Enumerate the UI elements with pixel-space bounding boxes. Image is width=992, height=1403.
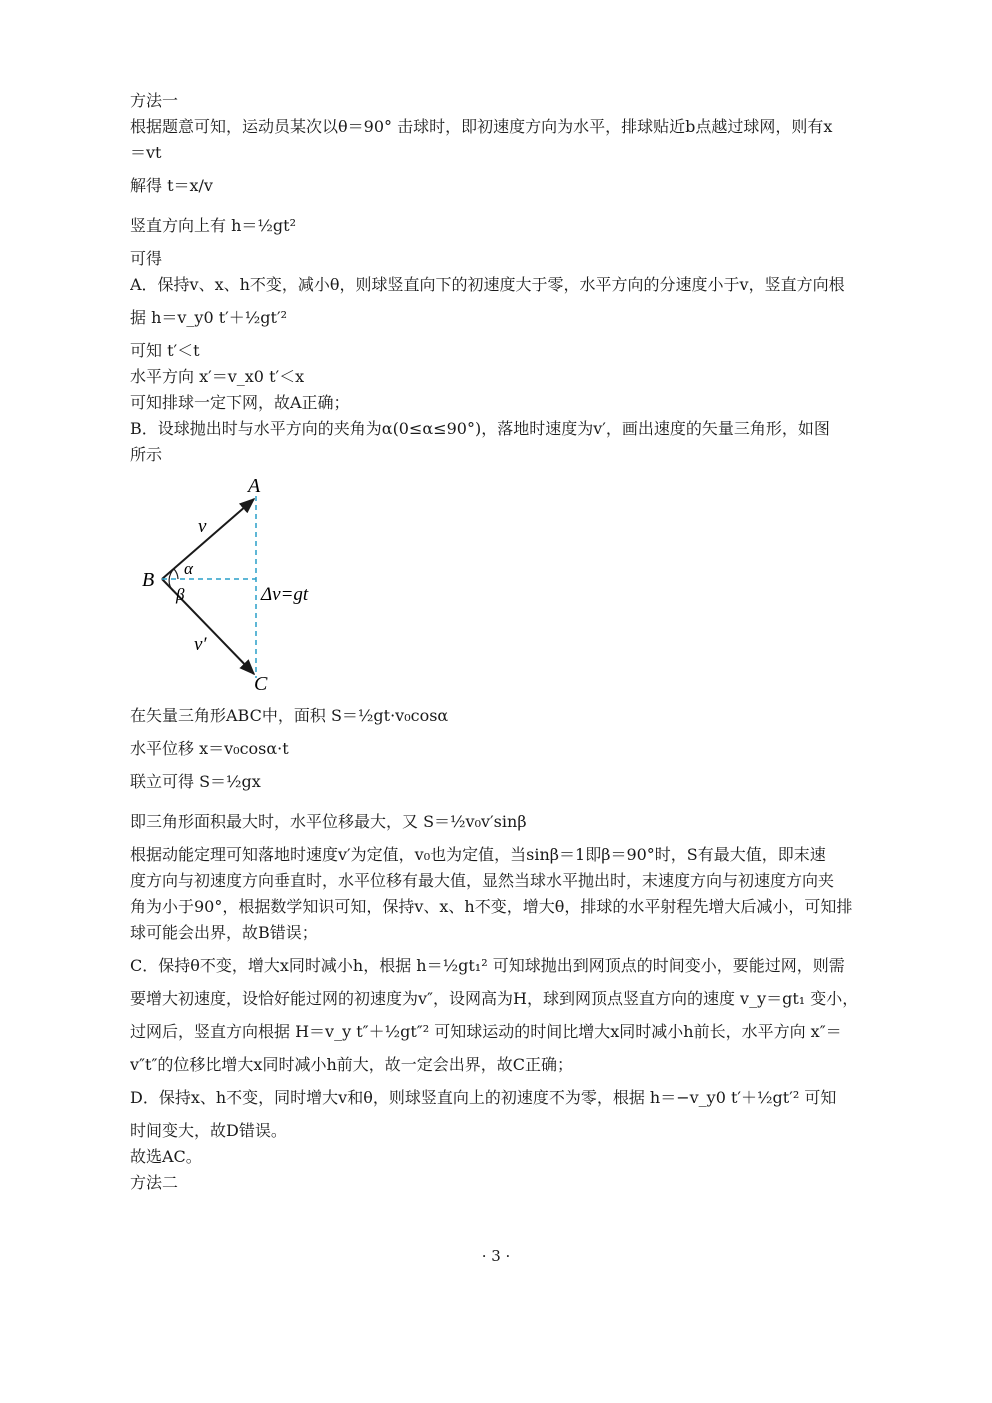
formula-line: 竖直方向上有 h＝½gt² [130,216,296,235]
velocity-vector-triangle-figure [130,474,905,694]
label-v: v [198,516,207,537]
label-v-prime: v′ [194,634,207,655]
text-line: 水平位移 x＝v₀cosα·t [130,739,289,758]
text-line: ＝vt [130,143,162,162]
formula-line: 联立可得 S＝½gx [130,772,261,791]
alpha-arc [174,569,178,579]
label-a: A [248,475,261,497]
label-c: C [254,673,268,694]
formula-line: 即三角形面积最大时，水平位移最大，又 S＝½v₀v′sinβ [130,812,527,831]
formula-line: 据 h＝v_y0 t′＋½gt′² [130,308,288,327]
text-line: 要增大初速度，设恰好能过网的初速度为v″，设网高为H，球到网顶点竖直方向的速度 v_y＝gt₁ 变小， [130,989,859,1008]
formula-line: 解得 t＝x/v [130,176,213,195]
label-alpha: α [184,559,193,578]
text-line: 可得 [130,249,163,268]
solution-content [130,88,905,1196]
option-c-line: C．保持θ不变，增大x同时减小h，根据 h＝½gt₁² 可知球抛出到网顶点的时间变小，要能过网，则需 [130,956,845,975]
formula-line: 在矢量三角形ABC中，面积 S＝½gt·v₀cosα [130,706,449,725]
label-delta-v: Δv=gt [261,584,309,605]
label-beta: β [176,585,185,604]
text-line: 时间变大，故D错误。 [130,1121,287,1140]
text-line: 所示 [130,445,163,464]
option-a-line: A．保持v、x、h不变，减小θ，则球竖直向下的初速度大于零，水平方向的分速度小于v，竖直方向根 [130,275,845,294]
text-line: v″t″的位移比增大x同时减小h前大，故一定会出界，故C正确； [130,1055,573,1074]
vector-v-arrow [162,499,254,579]
text-line: 可知 t′＜t [130,341,200,360]
text-line: 可知排球一定下网，故A正确； [130,393,350,412]
text-line: 角为小于90°，根据数学知识可知，保持v、x、h不变，增大θ，排球的水平射程先增大后减小，可知排 [130,897,853,916]
text-line: 球可能会出界，故B错误； [130,923,318,942]
text-line: 根据题意可知，运动员某次以θ＝90° 击球时，即初速度方向为水平，排球贴近b点越过球网，则有x [130,117,833,136]
page-number: · 3 · [481,1247,511,1265]
option-d-line: D．保持x、h不变，同时增大v和θ，则球竖直向上的初速度不为零，根据 h＝−v_y0 t′＋½gt′² 可知 [130,1088,837,1107]
method-two-heading: 方法二 [130,1173,179,1192]
method-one-heading: 方法一 [130,91,179,110]
answer-line: 故选AC。 [130,1147,202,1166]
formula-line: 过网后，竖直方向根据 H＝v_y t″＋½gt″² 可知球运动的时间比增大x同时减小h前长，水平方向 x″＝ [130,1022,842,1041]
text-line: 根据动能定理可知落地时速度v′为定值，v₀也为定值，当sinβ＝1即β＝90°时，S有最大值，即末速 [130,845,826,864]
text-line: 度方向与初速度方向垂直时，水平位移有最大值，显然当球水平抛出时，末速度方向与初速度方向夹 [130,871,835,890]
option-b-line: B．设球抛出时与水平方向的夹角为α(0≤α≤90°)，落地时速度为v′，画出速度的矢量三角形，如图 [130,419,830,438]
vector-triangle-diagram [130,474,390,694]
label-b: B [142,569,155,591]
text-line: 水平方向 x′＝v_x0 t′＜x [130,367,305,386]
